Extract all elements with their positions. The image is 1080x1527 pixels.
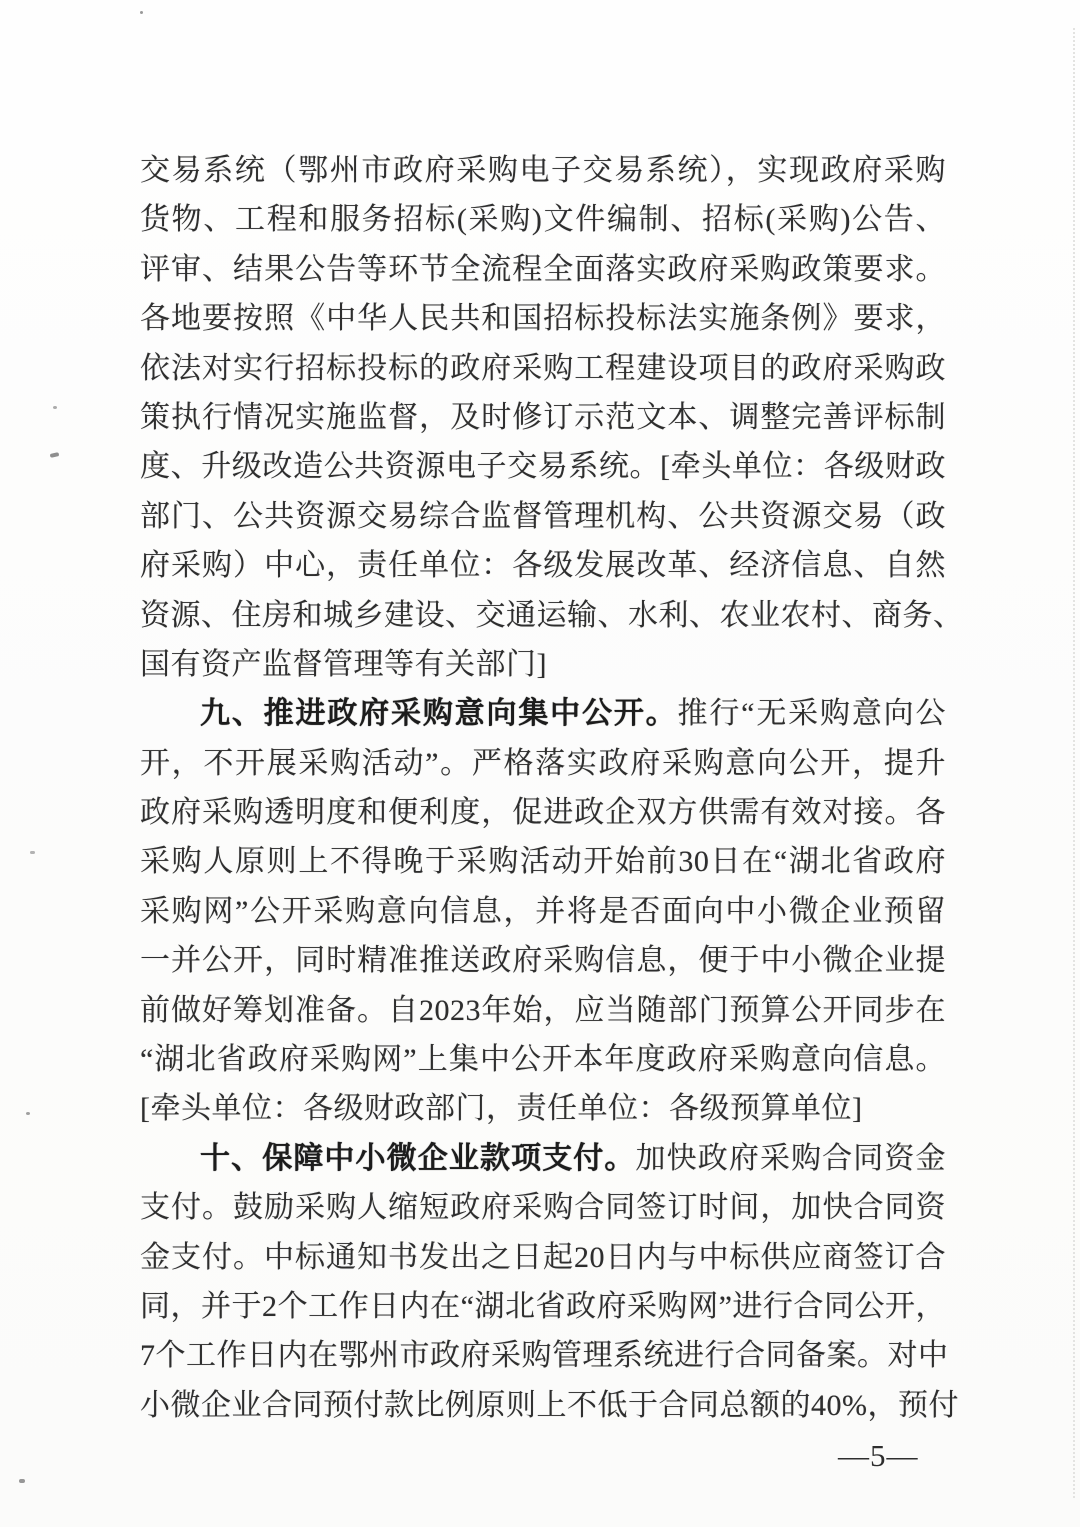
- document-body: [140, 146, 964, 1430]
- text-line-content: 一并公开，同时精准推送政府采购信息，便于中小微企业提: [140, 944, 946, 978]
- scan-artifact: [30, 851, 35, 854]
- text-line: [140, 591, 964, 640]
- scan-artifact: [50, 452, 60, 458]
- text-line-content: 金支付。中标通知书发出之日起20日内与中标供应商签订合: [140, 1240, 946, 1274]
- text-line-content: 采购网”公开采购意向信息，并将是否面向中小微企业预留: [140, 894, 946, 928]
- text-line-content: 小微企业合同预付款比例原则上不低于合同总额的40%，预付: [140, 1388, 959, 1422]
- text-line: [140, 294, 946, 343]
- text-line-content: 7个工作日内在鄂州市政府采购管理系统进行合同备案。对中: [140, 1339, 949, 1373]
- text-line: [140, 146, 946, 195]
- page-edge-dotted-line: [1073, 28, 1075, 1498]
- section-heading-label: 九、推进政府采购意向集中公开。: [200, 697, 678, 731]
- text-line: [140, 195, 946, 244]
- text-line-content: 部门、公共资源交易综合监督管理机构、公共资源交易（政: [140, 499, 946, 533]
- text-line-content: 策执行情况实施监督，及时修订示范文本、调整完善评标制: [140, 400, 946, 434]
- text-line-content: 度、升级改造公共资源电子交易系统。[牵头单位：各级财政: [140, 450, 946, 484]
- text-line-content: 支付。鼓励采购人缩短政府采购合同签订时间，加快合同资: [140, 1191, 946, 1225]
- scan-artifact: [140, 11, 143, 14]
- text-line: [140, 393, 946, 442]
- text-line: [140, 986, 946, 1035]
- text-line: [140, 245, 946, 294]
- section-heading-9: [140, 689, 946, 738]
- text-line-content: 评审、结果公告等环节全流程全面落实政府采购政策要求。: [140, 252, 946, 286]
- text-line-content: 货物、工程和服务招标(采购)文件编制、招标(采购)公告、: [140, 203, 946, 237]
- scan-artifact: [19, 1479, 25, 1483]
- text-line: [140, 1084, 946, 1133]
- text-line-content: 推行“无采购意向公: [677, 697, 946, 731]
- scan-artifact: [53, 406, 57, 409]
- text-line: [140, 344, 946, 393]
- text-line: [140, 1381, 959, 1430]
- text-line: [140, 1035, 946, 1084]
- text-line: [140, 788, 946, 837]
- text-line-content: “湖北省政府采购网”上集中公开本年度政府采购意向信息。: [140, 1043, 946, 1077]
- text-line: [140, 1233, 946, 1282]
- text-line: [140, 887, 946, 936]
- text-line-content: 同，并于2个工作日内在“湖北省政府采购网”进行合同公开，: [140, 1289, 946, 1323]
- text-line-content: 加快政府采购合同资金: [635, 1141, 947, 1175]
- text-line-content: 国有资产监督管理等有关部门]: [140, 647, 547, 681]
- text-line: [140, 936, 946, 985]
- text-line-content: 依法对实行招标投标的政府采购工程建设项目的政府采购政: [140, 351, 946, 385]
- text-line: [140, 640, 946, 689]
- text-line-content: 资源、住房和城乡建设、交通运输、水利、农业农村、商务、: [140, 598, 964, 632]
- text-line-content: 府采购）中心，责任单位：各级发展改革、经济信息、自然: [140, 549, 946, 583]
- text-line-content: [牵头单位：各级财政部门，责任单位：各级预算单位]: [140, 1092, 863, 1126]
- text-line-content: 开，不开展采购活动”。严格落实政府采购意向公开，提升: [140, 746, 946, 780]
- section-heading-label: 十、保障中小微企业款项支付。: [200, 1141, 636, 1175]
- text-line: [140, 1331, 949, 1380]
- page-number: —5—: [838, 1438, 919, 1473]
- text-line-content: 采购人原则上不得晚于采购活动开始前30日在“湖北省政府: [140, 845, 946, 879]
- text-line-content: 交易系统（鄂州市政府采购电子交易系统），实现政府采购: [140, 154, 946, 187]
- text-line: [140, 1282, 946, 1331]
- text-line-content: 各地要按照《中华人民共和国招标投标法实施条例》要求，: [140, 302, 946, 336]
- text-line-content: 政府采购透明度和便利度，促进政企双方供需有效对接。各: [140, 796, 946, 830]
- scan-artifact: [26, 1112, 30, 1115]
- section-heading-10: [140, 1134, 946, 1183]
- text-line: [140, 837, 946, 886]
- text-line: [140, 442, 946, 491]
- text-line: [140, 739, 946, 788]
- text-line-content: 前做好筹划准备。自2023年始，应当随部门预算公开同步在: [140, 993, 946, 1027]
- text-line: [140, 492, 946, 541]
- text-line: [140, 1183, 946, 1232]
- text-line: [140, 541, 946, 590]
